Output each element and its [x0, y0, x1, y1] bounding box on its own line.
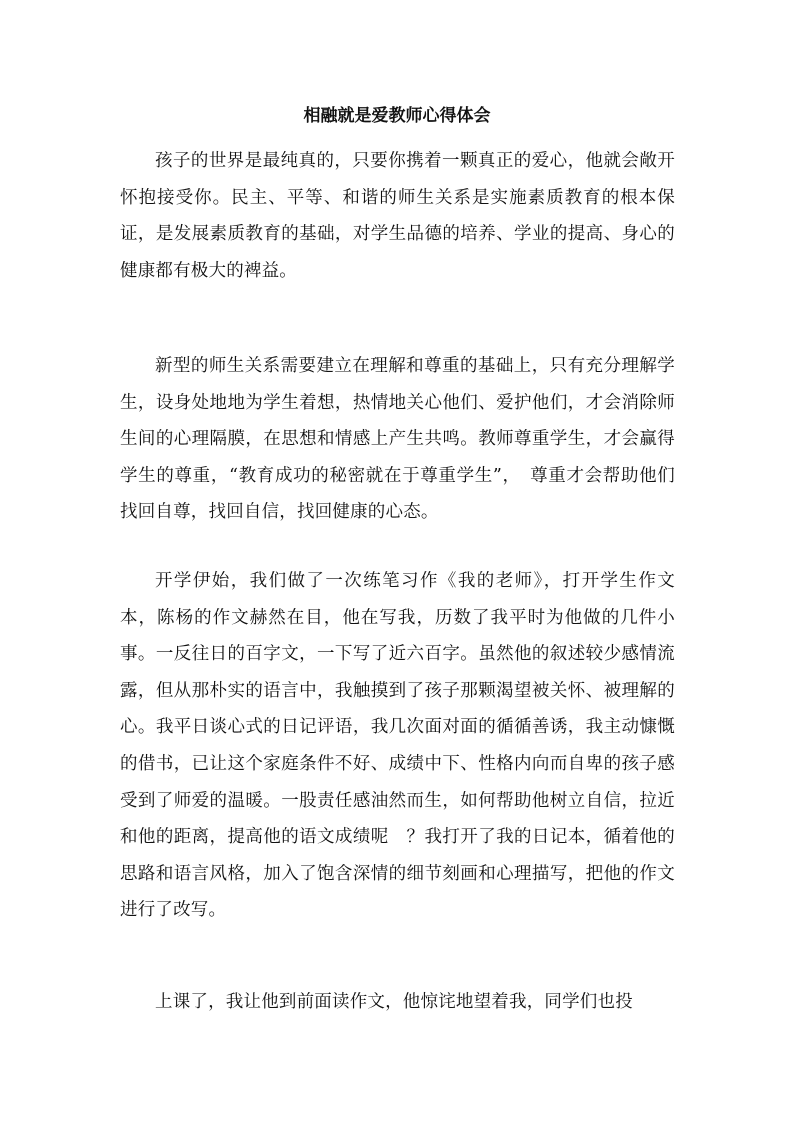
- paragraph-3: 开学伊始，我们做了一次练笔习作《我的老师》，打开学生作文本，陈杨的作文赫然在目，他在写我，历数了我平时为他做的几件小事。一反往日的百字文，一下写了近六百字。虽然他的叙述较少感情流露，但从那朴实的语言中，我触摸到了孩子那颗渴望被关怀、被理解的心。我平日谈心式的日记评语，我几次面对面的循循善诱，我主动慷慨的借书，已让这个家庭条件不好、成绩中下、性格内向而自卑的孩子感受到了师爱的温暖。一股责任感油然而生，如何帮助他树立自信，拉近和他的距离，提高他的语文成绩呢 ？我打开了我的日记本，循着他的思路和语言风格，加入了饱含深情的细节刻画和心理描写，把他的作文进行了改写。: [120, 571, 675, 921]
- paragraph-4: 上课了，我让他到前面读作文，他惊诧地望着我，同学们也投: [155, 992, 633, 1012]
- document-title: 相融就是爱教师心得体会: [303, 106, 491, 126]
- paragraph-2: 新型的师生关系需要建立在理解和尊重的基础上，只有充分理解学生，设身处地地为学生着想，热情地关心他们、爱护他们，才会消除师生间的心理隔膜，在思想和情感上产生共鸣。教师尊重学生，才会赢得学生的尊重，“教育成功的秘密就在于尊重学生”， 尊重才会帮助他们找回自尊，找回自信，找回健康的心态。: [120, 356, 675, 523]
- paragraph-1: 孩子的世界是最纯真的，只要你携着一颗真正的爱心，他就会敞开怀抱接受你。民主、平等、和谐的师生关系是实施素质教育的根本保证，是发展素质教育的基础，对学生品德的培养、学业的提高、身心的健康都有极大的裨益。: [120, 151, 675, 281]
